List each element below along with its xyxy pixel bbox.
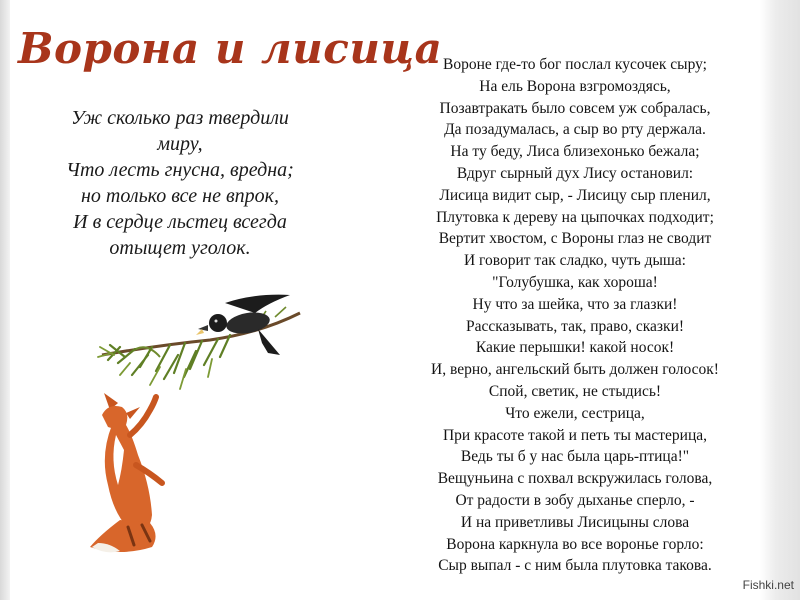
moral-line: отыщет уголок. [109,237,251,259]
poem-line: Что ежели, сестрица, [505,404,645,422]
frame-left-edge [0,0,10,600]
moral-line: И в сердце льстец всегда [73,211,287,233]
moral-line: Что лесть гнусна, вредна; [66,159,294,181]
poem-line: Вороне где-то бог послал кусочек сыру; [443,56,707,73]
watermark: Fishki.net [742,578,794,592]
poem-line: От радости в зобу дыханье сперло, - [455,491,695,509]
poem-text [400,54,750,577]
poem-line: Ворона каркнула во все воронье горло: [446,535,704,553]
crow-and-fox-illustration [90,285,320,575]
poem-line: Спой, светик, не стыдись! [488,382,662,400]
poem-line: Вещуньина с похвал вскружилась голова, [437,470,713,488]
moral-line: миру, [157,133,203,155]
page-title: Ворона и лисица [18,24,443,73]
poem-line: Какие перышки! какой носок! [475,339,675,357]
poem-line: Лисица видит сыр, - Лисицу сыр пленил, [439,186,711,204]
moral-line: но только все не впрок, [80,185,280,207]
poem-line: Ведь ты б у нас была царь-птица!" [460,448,690,466]
poem-line: На ель Ворона взгромоздясь, [479,77,671,95]
poem-line: Рассказывать, так, право, сказки! [465,317,685,335]
poem-line: При красоте такой и петь ты мастерица, [442,426,708,444]
poem-line: И говорит так сладко, чуть дыша: [463,252,686,270]
poem-line: И на приветливы Лисицыны слова [460,513,690,531]
poem-line: "Голубушка, как хороша! [492,273,658,291]
poem-line: Ну что за шейка, что за глазки! [472,295,678,313]
poem-line: Вдруг сырный дух Лису остановил: [456,164,694,182]
poem-line: На ту беду, Лиса близехонько бежала; [450,143,700,161]
poem-line: Сыр выпал - с ним была плутовка такова. [438,557,712,575]
poem-line: И, верно, ангельский быть должен голосок! [431,361,719,379]
frame-right-edge [760,0,800,600]
moral-line: Уж сколько раз твердили [71,107,289,129]
poem-line: Да позадумалась, а сыр во рту держала. [444,121,706,139]
moral-text [30,105,330,261]
poem-line: Позавтракать было совсем уж собралась, [439,99,711,117]
fox-illustration [90,393,162,552]
poem-line: Плутовка к дереву на цыпочках подходит; [436,208,714,226]
poem-line: Вертит хвостом, с Вороны глаз не сводит [438,230,712,248]
